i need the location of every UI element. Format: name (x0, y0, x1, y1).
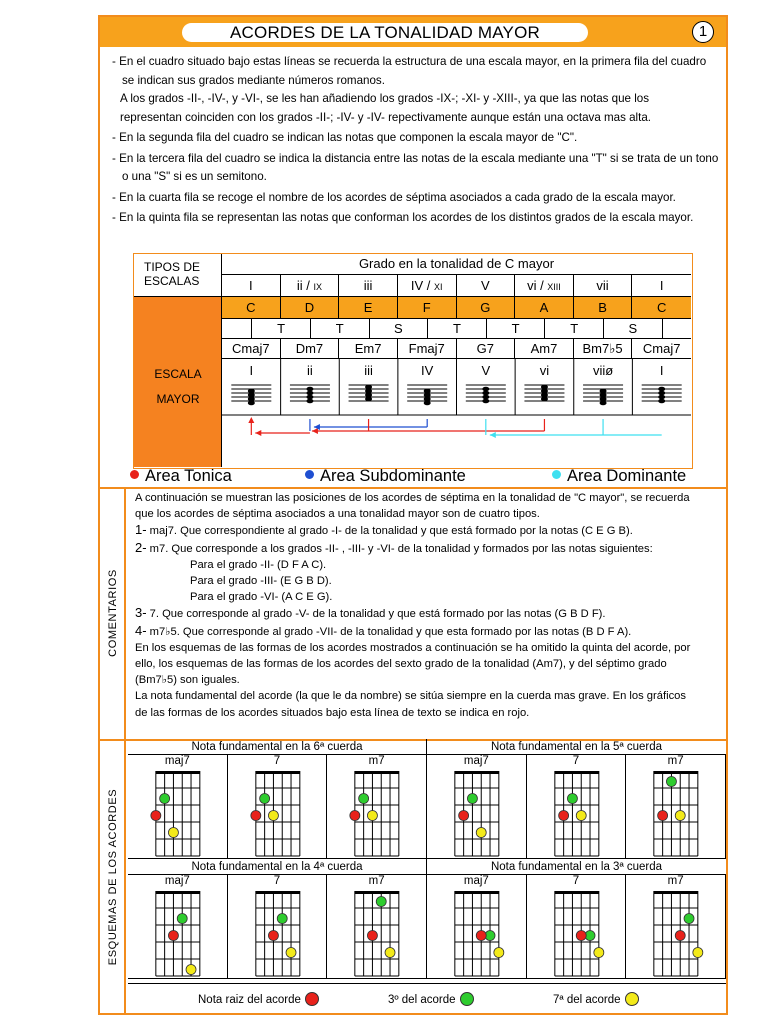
chord-diagrams (128, 739, 726, 1015)
chord-diagram-7 (527, 755, 627, 859)
note-cell: E (339, 297, 398, 318)
note-head (248, 389, 255, 394)
degree-label: viiø (592, 363, 614, 378)
item-number: 3- (135, 605, 147, 621)
note-head (424, 389, 431, 394)
intro-text (112, 53, 720, 228)
grades-row (222, 275, 691, 297)
legend-raiz-label: Nota raiz del acorde (198, 994, 301, 1006)
interval-cell: T (310, 319, 369, 338)
chord-section-header: Nota fundamental en la 3ª cuerda (427, 859, 726, 875)
fretboard-svg (427, 755, 527, 859)
area-tonica (130, 467, 232, 486)
chord-names-row (222, 339, 691, 359)
note-legend (128, 983, 726, 1013)
intro-line: - En la tercera fila del cuadro se indica la distancia entre las notas de la escala mediante una "T" si se trata de un tono (112, 151, 719, 165)
third-note-dot (359, 794, 369, 804)
note-head (600, 401, 607, 406)
interval-cell: S (369, 319, 428, 338)
note-head (541, 385, 548, 390)
arrow-head (312, 428, 318, 434)
document-page (98, 15, 728, 1015)
degree-label: ii (307, 363, 313, 378)
note-head (541, 393, 548, 398)
nut (554, 891, 598, 894)
grade-main: iii (363, 278, 373, 293)
coment-line: de las formas de los acordes situados bajo esta línea de texto se indica en rojo. (135, 706, 530, 719)
chord-type-label: m7 (667, 875, 684, 887)
root-note-dot (658, 811, 668, 821)
note-head (365, 393, 372, 398)
page-number: 1 (692, 21, 714, 43)
grade-main: I (659, 278, 664, 293)
note-cell: F (398, 297, 457, 318)
chord-diagram-7 (527, 875, 627, 979)
notes-row (222, 297, 691, 319)
legend-tercera-label: 3º del acorde (388, 994, 456, 1006)
nut (455, 891, 499, 894)
grade-cell (515, 275, 574, 296)
third-note-dot (467, 794, 477, 804)
interval-cell: T (427, 319, 486, 338)
chord-type-label: 7 (273, 755, 281, 767)
note-cell: C (656, 300, 667, 315)
fretboard-svg (626, 755, 726, 859)
chord-diagram-maj7 (427, 875, 527, 979)
fretboard-svg (427, 875, 527, 979)
nut (554, 771, 598, 774)
grade-main: IV / (410, 278, 434, 293)
root-note-dot (268, 931, 278, 941)
root-note-dot (250, 811, 260, 821)
nut (255, 891, 299, 894)
coment-line: ello, los esquemas de las formas de los acordes del sexto grado de la tonalidad (Am7), y del séptimo grado (135, 658, 667, 671)
arrow-head (255, 430, 261, 436)
cyan-dot-icon (552, 470, 561, 479)
chord-type-label: m7 (667, 755, 684, 767)
chord-diagram-m7 (626, 875, 726, 979)
third-note-dot (160, 794, 170, 804)
note-head (482, 399, 489, 404)
note-head (482, 391, 489, 396)
third-note-dot (277, 914, 287, 924)
area-subdominante (305, 467, 466, 486)
escala-mayor-label (134, 297, 222, 467)
chord-section-header: Nota fundamental en la 5ª cuerda (427, 739, 726, 755)
seventh-note-dot (693, 948, 703, 958)
item-number: 1- (135, 522, 147, 538)
coment-line: (Bm7♭5) son iguales. (135, 674, 240, 687)
comentarios-side (100, 487, 126, 739)
root-note-dot (576, 931, 586, 941)
degree-label: V (481, 363, 491, 378)
legend-tercera (388, 992, 474, 1006)
root-note-dot (459, 811, 469, 821)
item-text: m7♭5. Que corresponde al grado -VII- de la tonalidad y que esta formado por las notas (B D F A). (146, 625, 632, 638)
red-circle-icon (305, 992, 319, 1006)
note-head (365, 397, 372, 402)
note-head (600, 397, 607, 402)
root-note-dot (350, 811, 360, 821)
root-note-dot (558, 811, 568, 821)
coment-line: que los acordes de séptima asociados a una tonalidad mayor son de cuatro tipos. (135, 508, 540, 521)
note-head (306, 399, 313, 404)
interval-cell: S (603, 319, 662, 338)
blue-dot-icon (305, 470, 314, 479)
fretboard-svg (128, 875, 228, 979)
seventh-note-dot (186, 965, 196, 975)
note-head (424, 397, 431, 402)
note-head (365, 385, 372, 390)
arrow-head (490, 432, 496, 438)
item-number: 2- (135, 539, 147, 555)
chord-staff-row (222, 359, 691, 441)
note-cell: A (515, 297, 574, 318)
note-head (306, 395, 313, 400)
esquemas-side (100, 739, 126, 1015)
note-head (658, 391, 665, 396)
root-note-dot (476, 931, 486, 941)
nut (255, 771, 299, 774)
coment-line: A continuación se muestran las posiciones de los acordes de séptima en la tonalidad de "C mayor", se recuerda (135, 492, 690, 504)
fretboard-svg (327, 755, 427, 859)
third-note-dot (684, 914, 694, 924)
note-head (365, 389, 372, 394)
fretboard-svg (527, 755, 627, 859)
seventh-note-dot (494, 948, 504, 958)
note-head (658, 395, 665, 400)
chord-diagram-m7 (626, 755, 726, 859)
chord-name-cell: Dm7 (281, 339, 340, 358)
green-circle-icon (460, 992, 474, 1006)
chord-type-label: maj7 (463, 755, 489, 767)
coment-item (135, 522, 720, 539)
coment-item (135, 623, 720, 640)
area-tonica-label: Area Tonica (145, 467, 232, 485)
note-head (424, 393, 431, 398)
grado-header: Grado en la tonalidad de C mayor (222, 254, 691, 275)
grade-cell (457, 275, 516, 296)
page-title: ACORDES DE LA TONALIDAD MAYOR (182, 23, 588, 42)
note-head (541, 397, 548, 402)
note-cell: G (457, 297, 516, 318)
note-cell: C (222, 297, 281, 318)
coment-subitem: Para el grado -VI- (A C E G). (190, 591, 333, 604)
item-text: 7. Que corresponde al grado -V- de la tonalidad y que está formado por las notas (G B D F). (146, 608, 606, 621)
nut (455, 771, 499, 774)
intervals-row (222, 319, 691, 339)
tipos-label: ESCALAS (144, 274, 200, 288)
area-legend (120, 467, 720, 487)
area-dominante (552, 467, 686, 486)
fretboard-svg (128, 755, 228, 859)
grade-main: vii (596, 278, 609, 293)
interval-cell: T (251, 319, 310, 338)
coment-item (135, 605, 720, 622)
interval-divider (662, 319, 663, 338)
grade-cell (281, 275, 340, 296)
intro-line: o una "S" si es un semitono. (122, 170, 267, 183)
third-note-dot (259, 794, 269, 804)
chord-diagram-7 (228, 875, 328, 979)
legend-raiz (198, 992, 319, 1006)
note-head (482, 395, 489, 400)
degree-label: I (249, 363, 254, 378)
chord-diagram-maj7 (128, 875, 228, 979)
intro-line: representan coinciden con los grados -II-; -IV- y -IV- repectivamente aunque están una octava mas alta. (120, 110, 652, 124)
note-head (600, 389, 607, 394)
chord-type-label: 7 (572, 875, 580, 887)
nut (654, 891, 698, 894)
chord-section-header: Nota fundamental en la 4ª cuerda (128, 859, 427, 875)
intro-line: - En el cuadro situado bajo estas líneas se recuerda la estructura de una escala mayor, en la primera fila del cuadro (112, 55, 707, 68)
interval-cell: T (486, 319, 545, 338)
area-dominante-label: Area Dominante (567, 467, 687, 485)
item-text: m7. Que corresponde a los grados -II- , -III- y -VI- de la tonalidad y formados por las notas siguientes: (146, 542, 653, 555)
nut (654, 771, 698, 774)
esquemas-label: ESQUEMAS DE LOS ACORDES (107, 788, 119, 966)
note-head (658, 399, 665, 404)
escala-label: MAYOR (156, 392, 200, 406)
grade-main: V (480, 278, 490, 293)
chord-name-cell: G7 (457, 339, 516, 358)
fretboard-svg (228, 755, 328, 859)
seventh-note-dot (576, 811, 586, 821)
note-cell: B (574, 297, 633, 318)
grade-cell (632, 275, 691, 296)
seventh-note-dot (593, 948, 603, 958)
yellow-circle-icon (625, 992, 639, 1006)
chord-diagram-m7 (327, 755, 427, 859)
chord-diagram-7 (228, 755, 328, 859)
chord-name-cell: Bm7♭5 (574, 339, 633, 358)
intro-line: - En la segunda fila del cuadro se indican las notas que componen la escala mayor de "C". (112, 131, 578, 144)
grade-extra: XI (433, 282, 443, 292)
grade-main: I (249, 278, 253, 293)
chord-type-label: 7 (273, 875, 281, 887)
seventh-note-dot (286, 948, 296, 958)
red-dot-icon (130, 470, 139, 479)
intro-line: se indican sus grados mediante números romanos. (122, 73, 385, 87)
title-bar (100, 17, 726, 47)
comentarios-text (135, 490, 720, 721)
area-subdominante-label: Area Subdominante (320, 467, 466, 485)
scale-table (133, 253, 693, 469)
interval-cell: T (544, 319, 603, 338)
grade-main: ii / (296, 278, 314, 293)
nut (355, 891, 399, 894)
nut (355, 771, 399, 774)
coment-item (135, 540, 720, 557)
chord-section-header: Nota fundamental en la 6ª cuerda (128, 739, 427, 755)
note-head (600, 393, 607, 398)
note-head (306, 387, 313, 392)
chord-staff-svg (222, 359, 691, 441)
fretboard-svg (626, 875, 726, 979)
fretboard-svg (327, 875, 427, 979)
grade-cell (339, 275, 398, 296)
grade-cell (222, 275, 281, 296)
third-note-dot (377, 897, 387, 907)
grade-main: vi / (527, 278, 548, 293)
seventh-note-dot (368, 811, 378, 821)
grade-cell (398, 275, 457, 296)
note-head (482, 387, 489, 392)
degree-label: I (659, 363, 664, 378)
intro-line: - En la quinta fila se representan las notas que conforman los acordes de los distintos grados de la escala mayor. (112, 211, 694, 224)
seventh-note-dot (168, 828, 178, 838)
grade-extra: IX (313, 282, 322, 292)
chord-type-label: maj7 (463, 875, 489, 887)
root-note-dot (368, 931, 378, 941)
tipos-header (134, 254, 222, 297)
chord-diagram-m7 (327, 875, 427, 979)
seventh-note-dot (476, 828, 486, 838)
root-note-dot (168, 931, 178, 941)
intro-line: - En la cuarta fila se recoge el nombre de los acordes de séptima asociados a cada grado de la escala mayor. (112, 190, 676, 204)
comentarios-label: COMENTARIOS (107, 569, 119, 657)
seventh-note-dot (385, 948, 395, 958)
degree-label: iii (364, 363, 373, 378)
chord-name-cell: Em7 (339, 339, 398, 358)
fretboard-svg (228, 875, 328, 979)
third-note-dot (567, 794, 577, 804)
chord-type-label: maj7 (164, 755, 190, 767)
chord-name-cell: Am7 (515, 339, 574, 358)
item-number: 4- (135, 622, 147, 638)
nut (156, 891, 200, 894)
item-text: maj7. Que correspondiente al grado -I- de la tonalidad y que está formado por la notas (C E G B). (146, 525, 633, 538)
note-head (541, 389, 548, 394)
legend-septima-label: 7ª del acorde (553, 994, 621, 1006)
degree-label: vi (539, 363, 550, 378)
chord-type-label: m7 (368, 875, 385, 887)
chord-diagram-maj7 (128, 755, 228, 859)
grade-extra: XIII (547, 282, 561, 292)
escala-label: ESCALA (154, 367, 202, 381)
seventh-note-dot (676, 811, 686, 821)
coment-subitem: Para el grado -III- (E G B D). (190, 575, 332, 588)
root-note-dot (151, 811, 161, 821)
grade-cell (574, 275, 633, 296)
root-note-dot (676, 931, 686, 941)
note-cell: D (281, 297, 340, 318)
tipos-label: TIPOS DE (144, 260, 201, 274)
intro-line: A los grados -II-, -IV-, y -VI-, se les han añadiendo los grados -IX-; -XI- y -XIII-, ya que las notas que los (120, 92, 650, 105)
nut (156, 771, 200, 774)
chord-type-label: maj7 (164, 875, 190, 887)
note-head (248, 393, 255, 398)
coment-subitem: Para el grado -II- (D F A C). (190, 558, 327, 571)
seventh-note-dot (268, 811, 278, 821)
coment-line: En los esquemas de las formas de los acordes mostrados a continuación se ha omitido la quinta del acorde, por (135, 641, 691, 654)
coment-line: La nota fundamental del acorde (la que le da nombre) se sitúa siempre en la cuerda mas grave. En los gráficos (135, 690, 686, 703)
chord-name-cell: Fmaj7 (398, 339, 457, 358)
divider (100, 487, 726, 489)
degree-label: IV (421, 363, 434, 378)
note-head (248, 397, 255, 402)
arrow-head (248, 417, 254, 423)
fretboard-svg (527, 875, 627, 979)
chord-type-label: m7 (368, 755, 385, 767)
chord-diagram-maj7 (427, 755, 527, 859)
chord-name-cell: Cmaj7 (222, 339, 281, 358)
third-note-dot (667, 777, 677, 787)
legend-septima (553, 992, 639, 1006)
third-note-dot (177, 914, 187, 924)
chord-type-label: 7 (572, 755, 580, 767)
note-head (248, 401, 255, 406)
note-head (658, 387, 665, 392)
note-head (424, 401, 431, 406)
chord-name-cell: Cmaj7 (642, 341, 681, 356)
note-head (306, 391, 313, 396)
